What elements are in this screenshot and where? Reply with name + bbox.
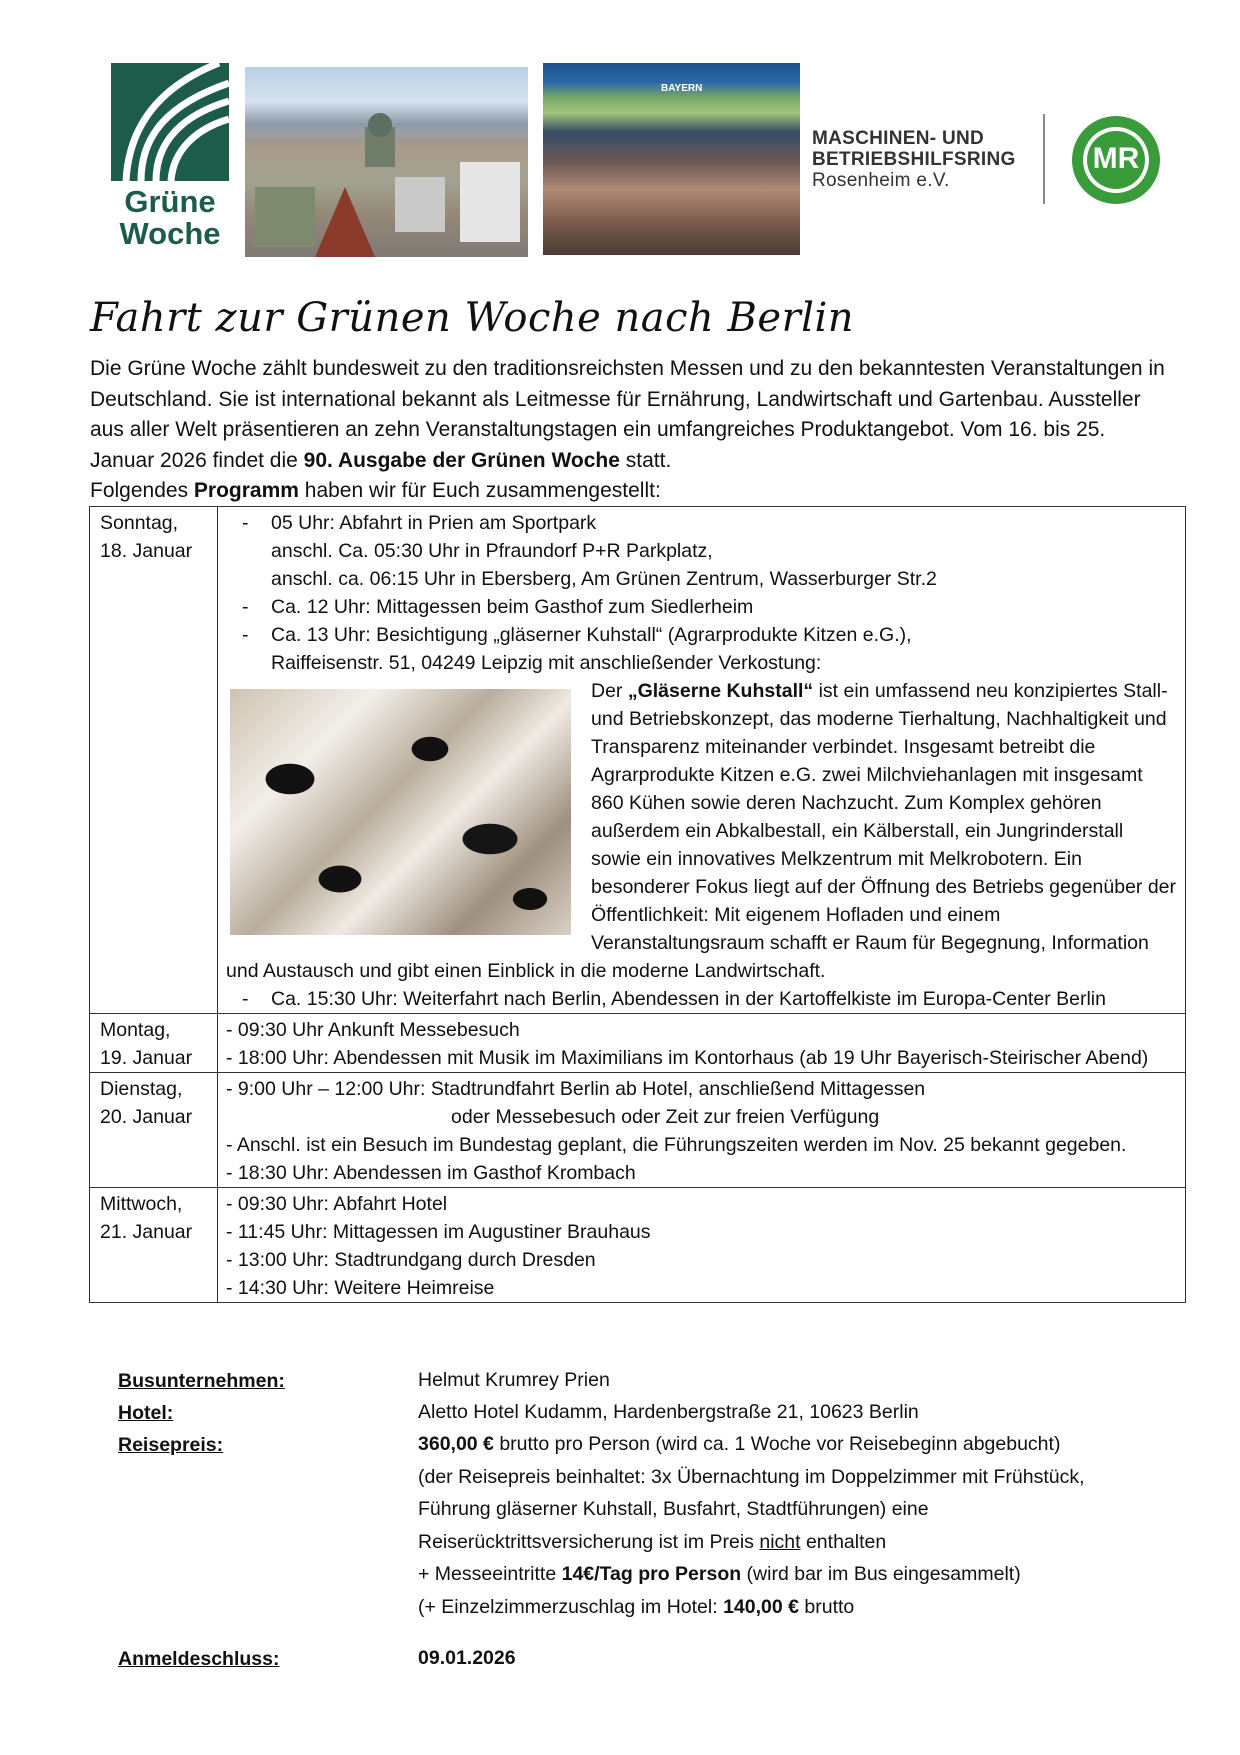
- kuhstall-description: Der „Gläserne Kuhstall“ ist ein umfassend neu konzipiertes Stall- und Betriebskonzept, das moderne Tierhaltung, Nachhaltigkeit und Transparenz miteinander verbindet. Insgesamt betreibt die Agrarprodukte Kitzen e.G. zwei Milchviehanlagen mit insgesamt 860 Kühen sowie deren Nachzucht. Zum Komplex gehören außerdem ein Abkalbestall, ein Kälberstall, ein Jungrinderstall sowie ein innovatives Melkzentrum mit Melkrobotern. Ein besonderer Fokus liegt auf der Öffnung des Betriebs gegenüber der Öffentlichkeit: Mit eigenem Hofladen und einem Veranstaltungsraum schafft er Raum für Begegnung, Information und Austausch und gibt einen Einblick in die moderne Landwirtschaft.: [226, 680, 1177, 982]
- hall-banner-text: BAYERN: [661, 83, 703, 94]
- price-label: Reisepreis:: [118, 1434, 224, 1456]
- day-cell: Sonntag, 18. Januar: [90, 507, 218, 1014]
- list-item: - Ca. 15:30 Uhr: Weiterfahrt nach Berlin, Abendessen in der Kartoffelkiste im Europa-Center Berlin: [242, 988, 1106, 1010]
- list-item-continuation: Raiffeisenstr. 51, 04249 Leipzig mit anschließender Verkostung:: [271, 652, 822, 674]
- schedule-table: [89, 506, 1186, 1303]
- day-cell: Mittwoch, 21. Januar: [90, 1188, 218, 1303]
- deadline-label: Anmeldeschluss:: [118, 1648, 280, 1670]
- program-cell: - 9:00 Uhr – 12:00 Uhr: Stadtrundfahrt Berlin ab Hotel, anschließend Mittagessen oder Messebesuch oder Zeit zur freien Verfügung - Anschl. ist ein Besuch im Bundestag geplant, die Führungszeiten werden im Nov. 25 bekannt gegeben. - 18:30 Uhr: Abendessen im Gasthof Krombach: [218, 1073, 1186, 1188]
- schedule-row: [90, 1014, 1186, 1073]
- list-item: - Ca. 12 Uhr: Mittagessen beim Gasthof zum Siedlerheim: [242, 596, 754, 618]
- program-cell: - 09:30 Uhr: Abfahrt Hotel - 11:45 Uhr: Mittagessen im Augustiner Brauhaus - 13:00 Uhr: Stadtrundgang durch Dresden - 14:30 Uhr: Weitere Heimreise: [218, 1188, 1186, 1303]
- page-title: Fahrt zur Grünen Woche nach Berlin: [90, 295, 855, 341]
- mr-logo: [1070, 114, 1162, 206]
- logo-divider: [1043, 114, 1045, 204]
- exhibition-hall-photo: [543, 63, 800, 255]
- deadline-value: 09.01.2026: [418, 1647, 516, 1669]
- schedule-row: [90, 1188, 1186, 1303]
- day-cell: Dienstag, 20. Januar: [90, 1073, 218, 1188]
- day-cell: Montag, 19. Januar: [90, 1014, 218, 1073]
- wheat-icon: [111, 63, 229, 181]
- logo-text: Grüne Woche: [119, 184, 221, 251]
- list-item-continuation: anschl. Ca. 05:30 Uhr in Pfraundorf P+R Parkplatz,: [271, 540, 713, 562]
- mr-logo-text: MR: [1092, 142, 1140, 175]
- schedule-row: [90, 507, 1186, 1014]
- mr-organization-name: MASCHINEN- UND BETRIEBSHILFSRING Rosenheim e.V.: [812, 128, 1016, 191]
- gruene-woche-logo: [111, 63, 229, 253]
- program-cell: [218, 507, 1186, 1014]
- list-item-continuation: anschl. ca. 06:15 Uhr in Ebersberg, Am Grünen Zentrum, Wasserburger Str.2: [271, 568, 937, 590]
- price-details: 360,00 € brutto pro Person (wird ca. 1 Woche vor Reisebeginn abgebucht) (der Reisepreis beinhaltet: 3x Übernachtung im Doppelzimmer mit Frühstück, Führung gläserner Kuhstall, Busfahrt, Stadtführungen) eine Reiserücktrittsversicherung ist im Preis nicht enthalten + Messeeintritte 14€/Tag pro Person (wird bar im Bus eingesammelt) (+ Einzelzimmerzuschlag im Hotel: 140,00 € brutto: [418, 1433, 1085, 1618]
- list-item: - Ca. 13 Uhr: Besichtigung „gläserner Kuhstall“ (Agrarprodukte Kitzen e.G.),: [242, 624, 912, 646]
- hotel-label: Hotel:: [118, 1402, 174, 1424]
- program-cell: - 09:30 Uhr Ankunft Messebesuch - 18:00 Uhr: Abendessen mit Musik im Maximilians im Kontorhaus (ab 19 Uhr Bayerisch-Steirischer Abend): [218, 1014, 1186, 1073]
- list-item: - 05 Uhr: Abfahrt in Prien am Sportpark: [242, 512, 597, 534]
- berlin-photo: [245, 67, 528, 257]
- schedule-row: [90, 1073, 1186, 1188]
- hotel-value: Aletto Hotel Kudamm, Hardenbergstraße 21, 10623 Berlin: [418, 1401, 919, 1423]
- intro-text: Die Grüne Woche zählt bundesweit zu den traditionsreichsten Messen und zu den bekanntesten Veranstaltungen in Deutschland. Sie ist international bekannt als Leitmesse für Ernährung, Landwirtschaft und Gartenbau. Aussteller aus aller Welt präsentieren an zehn Veranstaltungstagen ein umfangreiches Produktangebot. Vom 16. bis 25. Januar 2026 findet die 90. Ausgabe der Grünen Woche statt. Folgendes Programm haben wir für Euch zusammengestellt:: [90, 357, 1165, 502]
- bus-label: Busunternehmen:: [118, 1370, 285, 1392]
- bus-value: Helmut Krumrey Prien: [418, 1369, 610, 1391]
- cow-barn-photo: [230, 689, 571, 935]
